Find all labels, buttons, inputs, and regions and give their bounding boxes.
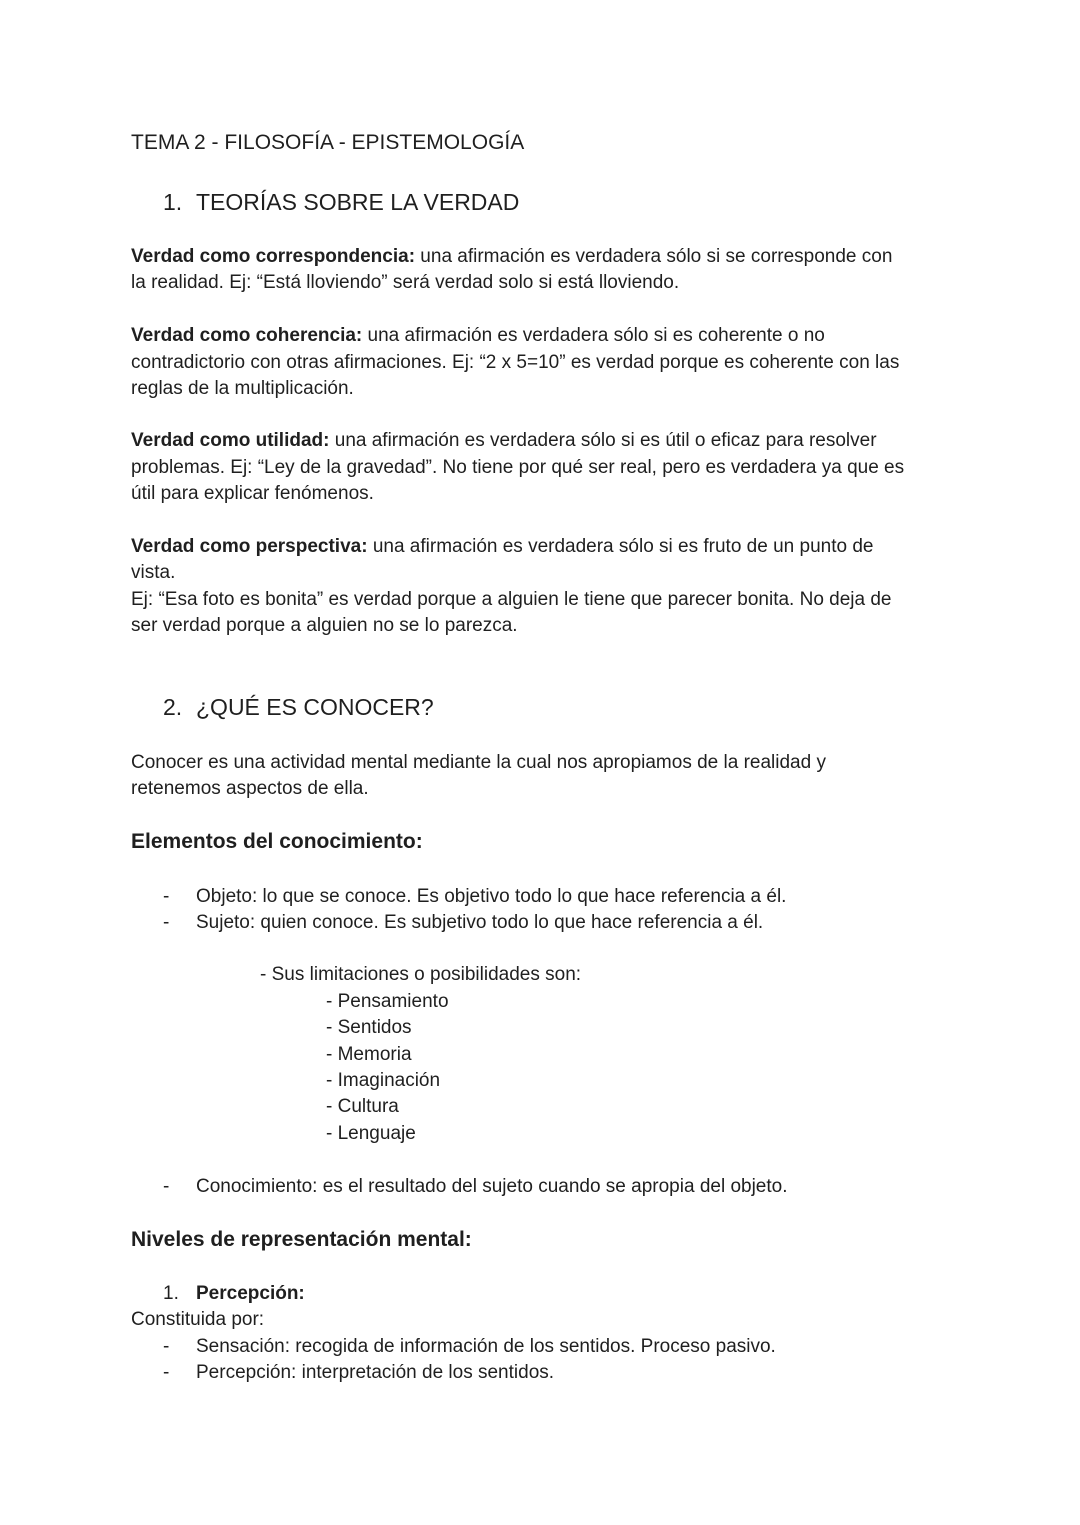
bullet-dash: - xyxy=(163,1336,170,1357)
term-coherencia: Verdad como coherencia: xyxy=(131,325,363,346)
term-correspondencia: Verdad como correspondencia: xyxy=(131,246,416,267)
section-1-number: 1. xyxy=(163,189,183,215)
limitaciones-intro: - Sus limitaciones o posibilidades son: xyxy=(260,964,582,985)
percepcion-item: Percepción: interpretación de los sentidos. xyxy=(196,1362,555,1383)
section-1-heading: TEORÍAS SOBRE LA VERDAD xyxy=(196,189,520,215)
intro-line-1: Conocer es una actividad mental mediante la cual nos apropiamos de la realidad y xyxy=(131,752,826,773)
paragraph-coherencia-line-1 xyxy=(131,323,825,349)
paragraph-utilidad-line-1 xyxy=(131,428,877,454)
paragraph-perspectiva-line-4: ser verdad porque a alguien no se lo parezca. xyxy=(131,615,518,636)
elemento-objeto: Objeto: lo que se conoce. Es objetivo todo lo que hace referencia a él. xyxy=(196,886,787,907)
term-utilidad: Verdad como utilidad: xyxy=(131,430,330,451)
document-title: TEMA 2 - FILOSOFÍA - EPISTEMOLOGÍA xyxy=(131,131,525,154)
paragraph-perspectiva-line-2: vista. xyxy=(131,562,176,583)
term-perspectiva: Verdad como perspectiva: xyxy=(131,536,368,557)
bullet-dash: - xyxy=(163,1362,170,1383)
paragraph-text: una afirmación es verdadera sólo si es coherente o no xyxy=(362,325,825,346)
elemento-sujeto: Sujeto: quien conoce. Es subjetivo todo lo que hace referencia a él. xyxy=(196,912,764,933)
bullet-dash: - xyxy=(163,912,170,933)
paragraph-text: una afirmación es verdadera sólo si es útil o eficaz para resolver xyxy=(329,430,877,451)
elemento-conocimiento: Conocimiento: es el resultado del sujeto cuando se apropia del objeto. xyxy=(196,1176,788,1197)
sensacion-item: Sensación: recogida de información de los sentidos. Proceso pasivo. xyxy=(196,1336,776,1357)
bullet-dash: - xyxy=(163,886,170,907)
paragraph-coherencia-line-3: reglas de la multiplicación. xyxy=(131,378,354,399)
paragraph-utilidad-line-2: problemas. Ej: “Ley de la gravedad”. No tiene por qué ser real, pero es verdadera ya que es xyxy=(131,457,905,478)
paragraph-utilidad-line-3: útil para explicar fenómenos. xyxy=(131,483,374,504)
paragraph-coherencia-line-2: contradictorio con otras afirmaciones. Ej: “2 x 5=10” es verdad porque es coherente con las xyxy=(131,352,900,373)
paragraph-text: una afirmación es verdadera sólo si es fruto de un punto de xyxy=(367,536,874,557)
elementos-heading: Elementos del conocimiento: xyxy=(131,830,423,853)
paragraph-perspectiva-line-1 xyxy=(131,534,873,560)
limitacion-item: - Memoria xyxy=(326,1044,412,1065)
bullet-dash: - xyxy=(163,1176,170,1197)
niveles-item-number: 1. xyxy=(163,1283,179,1304)
niveles-item-percepcion: Percepción: xyxy=(196,1283,305,1304)
intro-line-2: retenemos aspectos de ella. xyxy=(131,778,369,799)
paragraph-text: una afirmación es verdadera sólo si se corresponde con xyxy=(415,246,893,267)
section-2-number: 2. xyxy=(163,694,183,720)
limitacion-item: - Sentidos xyxy=(326,1017,412,1038)
limitacion-item: - Cultura xyxy=(326,1096,399,1117)
limitacion-item: - Pensamiento xyxy=(326,991,449,1012)
niveles-heading: Niveles de representación mental: xyxy=(131,1228,472,1251)
limitacion-item: - Imaginación xyxy=(326,1070,441,1091)
paragraph-correspondencia-line-1 xyxy=(131,244,892,270)
limitacion-item: - Lenguaje xyxy=(326,1123,416,1144)
constituida-label: Constituida por: xyxy=(131,1309,265,1330)
paragraph-perspectiva-line-3: Ej: “Esa foto es bonita” es verdad porque a alguien le tiene que parecer bonita. No deja de xyxy=(131,589,892,610)
section-2-heading: ¿QUÉ ES CONOCER? xyxy=(196,694,434,720)
paragraph-correspondencia-line-2: la realidad. Ej: “Está lloviendo” será verdad solo si está lloviendo. xyxy=(131,272,680,293)
